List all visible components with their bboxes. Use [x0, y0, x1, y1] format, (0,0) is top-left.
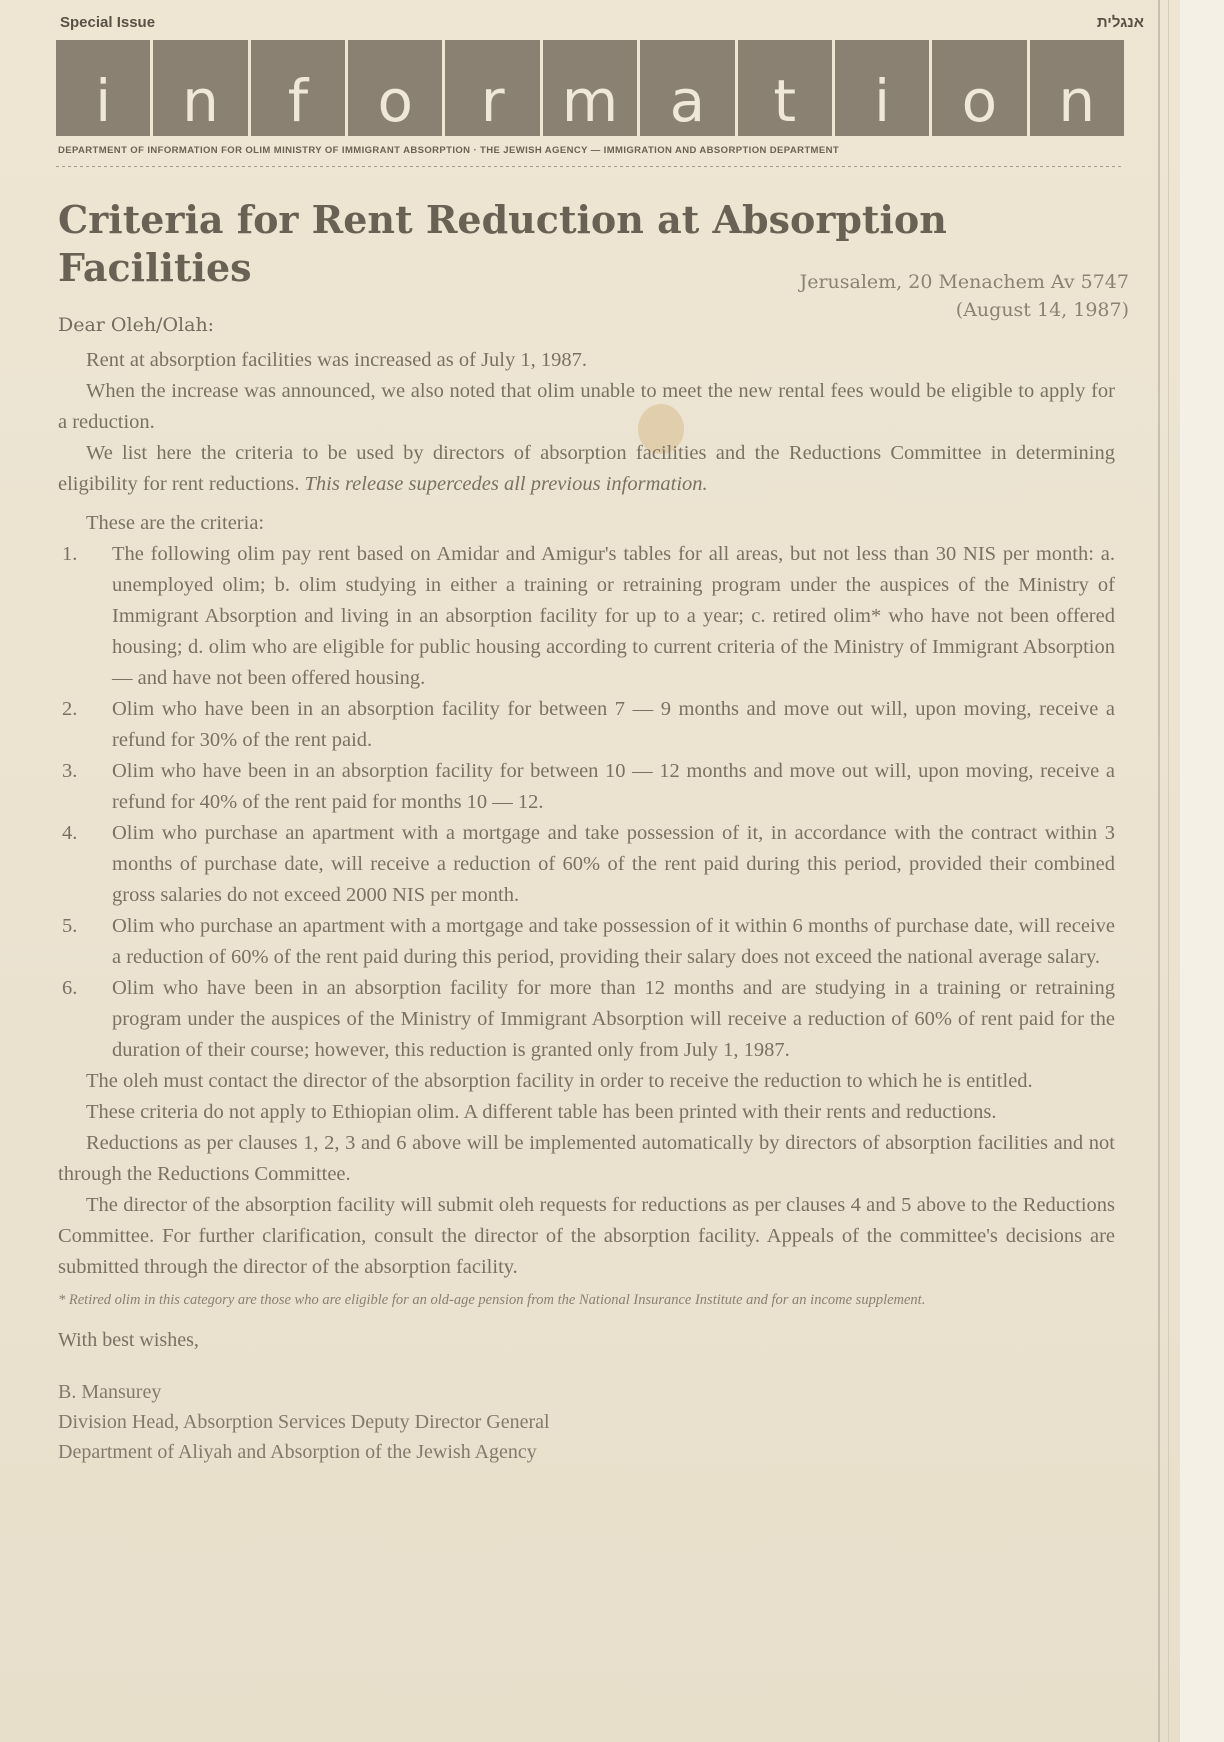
masthead-tile [251, 40, 345, 136]
criteria-text: Olim who have been in an absorption facility for between 7 — 9 months and move out will, upon moving, receive a refund for 30% of the rent paid. [112, 698, 1115, 751]
criteria-number: 6. [62, 977, 78, 999]
masthead-tile [1030, 40, 1124, 136]
criteria-number: 1. [62, 543, 78, 565]
article-body [58, 345, 1115, 1467]
supersede-notice: This release supercedes all previous information. [304, 473, 708, 495]
dateline [800, 268, 1129, 324]
criteria-item [58, 911, 1115, 973]
criteria-item [58, 694, 1115, 756]
masthead-divider [56, 166, 1124, 167]
dateline-gregorian-date: (August 14, 1987) [955, 299, 1129, 321]
criteria-item [58, 539, 1115, 694]
masthead-subtitle: DEPARTMENT OF INFORMATION FOR OLIM MINISTRY OF IMMIGRANT ABSORPTION · THE JEWISH AGENCY — IMMIGRATION AND ABSORPTION DEPARTMENT [58, 145, 840, 156]
criteria-text: Olim who have been in an absorption facility for between 10 — 12 months and move out will, upon moving, receive a refund for 40% of the rent paid for months 10 — 12. [112, 760, 1115, 813]
criteria-text: Olim who purchase an apartment with a mortgage and take possession of it within 6 months of purchase date, will receive a reduction of 60% of the rent paid during this period, providing their salary does not exceed the national average salary. [112, 915, 1115, 968]
criteria-number: 4. [62, 822, 78, 844]
masthead-letter: o [961, 67, 998, 135]
hebrew-language-label: אנגלית [1096, 14, 1144, 31]
column-rule-secondary [1168, 0, 1169, 1742]
criteria-item [58, 818, 1115, 911]
dateline-hebrew-date: Jerusalem, 20 Menachem Av 5747 [799, 271, 1129, 293]
special-issue-label: Special Issue [60, 14, 156, 31]
footnote: * Retired olim in this category are those who are eligible for an old-age pension from the National Insurance Institute and for an income supplement. [58, 1292, 926, 1308]
page-margin [1180, 0, 1224, 1742]
criteria-text: Olim who purchase an apartment with a mortgage and take possession of it, in accordance with the contract within 3 months of purchase date, will receive a reduction of 60% of the rent paid during this period, provided their combined gross salaries do not exceed 2000 NIS per month. [112, 822, 1115, 906]
masthead-tile [153, 40, 247, 136]
closing-paragraph: The director of the absorption facility will submit oleh requests for reductions as per clauses 4 and 5 above to the Reductions Committee. For further clarification, consult the director of the absorption facility. Appeals of the committee's decisions are submitted through the director of the absorption facility. [58, 1194, 1115, 1278]
masthead-letter: n [1058, 67, 1096, 135]
criteria-item [58, 756, 1115, 818]
criteria-text: Olim who have been in an absorption facility for more than 12 months and are studying in a training or retraining program under the auspices of the Ministry of Immigrant Absorption will receive a reduction of 60% of rent paid for the duration of their course; however, this reduction is granted only from July 1, 1987. [112, 977, 1115, 1061]
closing-paragraph: These criteria do not apply to Ethiopian olim. A different table has been printed with their rents and reductions. [86, 1101, 997, 1123]
masthead-tile [543, 40, 637, 136]
masthead-banner [56, 40, 1124, 136]
masthead-tile [640, 40, 734, 136]
signatory-department: Department of Aliyah and Absorption of the Jewish Agency [58, 1441, 537, 1463]
intro-paragraph: Rent at absorption facilities was increased as of July 1, 1987. [86, 349, 587, 371]
intro-paragraph [58, 438, 1115, 500]
intro-paragraph: When the increase was announced, we also noted that olim unable to meet the new rental fees would be eligible to apply for a reduction. [58, 380, 1115, 433]
column-rule [1158, 0, 1160, 1742]
signatory-name: B. Mansurey [58, 1381, 162, 1403]
masthead-tile [348, 40, 442, 136]
masthead-letter: n [182, 67, 219, 135]
masthead-letter: o [377, 67, 413, 135]
masthead-letter: i [873, 67, 891, 135]
criteria-text: The following olim pay rent based on Amidar and Amigur's tables for all areas, but not less than 30 NIS per month: a. unemployed olim; b. olim studying in either a training or retraining program under the auspices of the Ministry of Immigrant Absorption and living in an absorption facility for up to a year; c. retired olim* who have not been offered housing; d. olim who are eligible for public housing according to current criteria of the Ministry of Immigrant Absorption — and have not been offered housing. [112, 543, 1115, 689]
closing-paragraph: The oleh must contact the director of the absorption facility in order to receive the reduction to which he is entitled. [86, 1070, 1033, 1092]
masthead-letter: i [95, 67, 112, 135]
criteria-list [58, 539, 1115, 1066]
masthead-tile [835, 40, 929, 136]
masthead-tile [738, 40, 832, 136]
closing-paragraph: Reductions as per clauses 1, 2, 3 and 6 above will be implemented automatically by directors of absorption facilities and not through the Reductions Committee. [58, 1132, 1115, 1185]
masthead-tile [445, 40, 539, 136]
masthead-tile [56, 40, 150, 136]
masthead-letter: a [669, 67, 706, 135]
criteria-lead: These are the criteria: [86, 512, 265, 534]
masthead-letter: m [561, 67, 619, 135]
intro-criteria-text: We list here the criteria to be used by directors of absorption facilities and the Reductions Committee in determining eligibility for rent reductions. [58, 442, 1115, 495]
signature-block [58, 1377, 1115, 1467]
criteria-item [58, 973, 1115, 1066]
signatory-title: Division Head, Absorption Services Deputy Director General [58, 1411, 550, 1433]
masthead-letter: f [287, 67, 309, 135]
criteria-number: 3. [62, 760, 78, 782]
salutation: Dear Oleh/Olah: [58, 314, 215, 336]
criteria-number: 2. [62, 698, 78, 720]
article-title: Criteria for Rent Reduction at Absorption Facilities [58, 197, 947, 290]
criteria-number: 5. [62, 915, 78, 937]
closing-wishes: With best wishes, [58, 1329, 199, 1351]
masthead-letter: t [773, 67, 797, 135]
masthead-tile [932, 40, 1026, 136]
masthead-letter: r [480, 67, 505, 135]
